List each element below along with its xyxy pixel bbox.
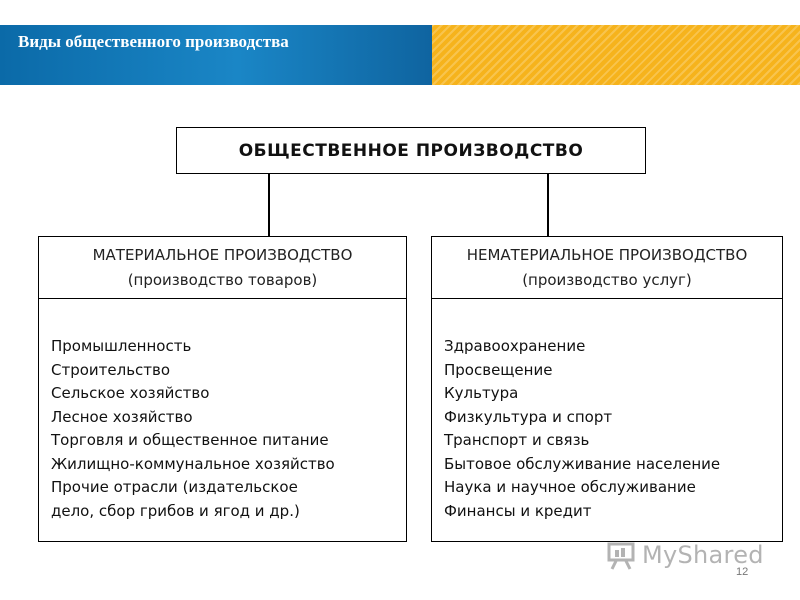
list-item: Лесное хозяйство <box>51 407 193 426</box>
list-item: Торговля и общественное питание <box>51 431 329 449</box>
branch-nonmaterial <box>431 236 783 542</box>
header-pattern <box>432 25 800 85</box>
list-item: Физкультура и спорт <box>444 407 613 426</box>
root-node <box>176 127 646 174</box>
branch-nonmaterial-title: НЕМАТЕРИАЛЬНОЕ ПРОИЗВОДСТВО <box>466 245 748 264</box>
watermark-text: MyShared <box>642 541 764 569</box>
list-item: Строительство <box>51 360 171 379</box>
root-node-label: ОБЩЕСТВЕННОЕ ПРОИЗВОДСТВО <box>238 140 584 161</box>
list-item: Транспорт и связь <box>444 431 590 449</box>
branch-material-header <box>39 237 406 299</box>
connector-left <box>268 174 270 236</box>
list-item: Просвещение <box>444 360 553 379</box>
branch-nonmaterial-header <box>432 237 782 299</box>
branch-material-title: МАТЕРИАЛЬНОЕ ПРОИЗВОДСТВО <box>92 245 353 264</box>
branch-nonmaterial-subtitle: (производство услуг) <box>522 270 692 289</box>
list-item: дело, сбор грибов и ягод и др.) <box>51 501 300 520</box>
branch-nonmaterial-list <box>432 299 782 523</box>
branch-material-list <box>39 299 406 523</box>
list-item: Бытовое обслуживание население <box>444 454 721 473</box>
branch-material-subtitle: (производство товаров) <box>127 270 318 289</box>
list-item: Финансы и кредит <box>444 501 592 520</box>
presentation-board-icon <box>606 540 636 570</box>
list-item: Жилищно-коммунальное хозяйство <box>51 454 335 473</box>
slide-title: Виды общественного производства <box>18 32 289 51</box>
list-item: Промышленность <box>51 337 192 355</box>
page-number: 12 <box>736 566 749 578</box>
list-item: Сельское хозяйство <box>51 384 210 402</box>
list-item: Наука и научное обслуживание <box>444 478 696 496</box>
branch-material <box>38 236 407 542</box>
list-item: Здравоохранение <box>444 337 586 355</box>
list-item: Прочие отрасли (издательское <box>51 478 298 496</box>
connector-right <box>547 174 549 236</box>
list-item: Культура <box>444 384 519 402</box>
